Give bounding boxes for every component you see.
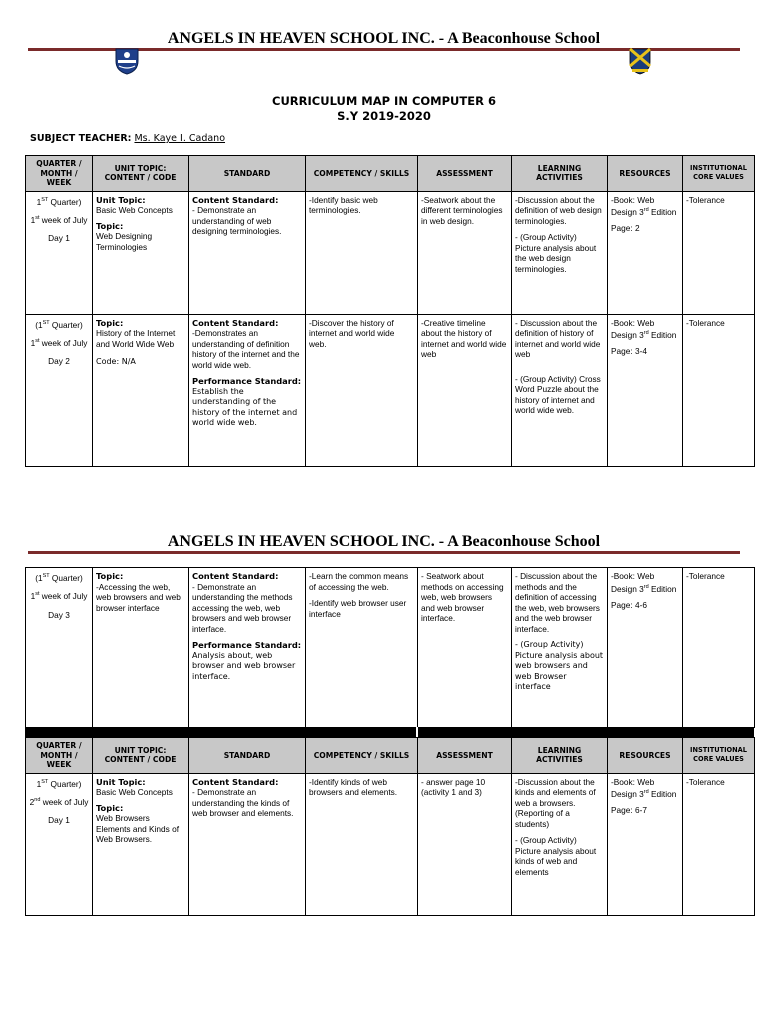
table-header-row [26, 738, 755, 774]
curriculum-table-1 [25, 155, 755, 467]
content-standard-value: - Demonstrate an understanding the methods accessing the web, web browsers and web browser interface. [192, 581, 293, 634]
document-title-line2: S.Y 2019-2020 [337, 109, 431, 123]
topic-value: History of the Internet and World Wide Web [96, 328, 176, 349]
header-activities: LEARNING ACTIVITIES [512, 156, 608, 192]
school-title: ANGELS IN HEAVEN SCHOOL INC. - A Beaconhouse School [167, 533, 601, 550]
header-resources: RESOURCES [608, 156, 683, 192]
competency-cell [306, 314, 418, 466]
values-cell [683, 191, 755, 314]
resources-cell [608, 568, 683, 728]
subject-teacher [30, 133, 225, 144]
beaconhouse-crest-icon [625, 46, 655, 76]
content-standard-value: - Demonstrate an understanding the kinds of web browser and elements. [192, 787, 294, 818]
topic-label: Topic: [96, 571, 124, 581]
table-row [26, 773, 755, 915]
table-divider-bar [25, 727, 754, 737]
assessment-cell [418, 314, 512, 466]
competency-cell [306, 191, 418, 314]
content-standard-label: Content Standard: [192, 317, 279, 328]
assessment-text: - answer page 10 (activity 1 and 3) [421, 776, 486, 797]
table-header-row [26, 156, 755, 192]
resource-book: -Book: Web Design 3rd Edition [611, 571, 677, 594]
header-assessment: ASSESSMENT [418, 156, 512, 192]
assessment-text: -Creative timeline about the history of internet and world wide web [421, 317, 507, 359]
assessment-cell [418, 568, 512, 728]
performance-standard-value: Analysis about, web browser and web browser interface. [192, 650, 296, 681]
activity-text: - (Group Activity) Picture analysis about the web design terminologies. [515, 232, 597, 274]
quarter-text: (1ST Quarter) [35, 572, 83, 583]
day-text: Day 2 [48, 356, 70, 367]
header-competency: COMPETENCY / SKILLS [306, 156, 418, 192]
activity-text: -Discussion about the definition of web design terminologies. [515, 194, 602, 226]
competency-text: -Identify basic web terminologies. [309, 194, 378, 215]
core-value: -Tolerance [686, 194, 725, 205]
assessment-cell [418, 773, 512, 915]
quarter-cell [26, 191, 93, 314]
activity-text: - (Group Activity) Cross Word Puzzle about the history of internet and world wide web. [515, 373, 601, 415]
activities-cell [512, 314, 608, 466]
activity-text: - (Group Activity) Picture analysis about kinds of web and elements [515, 835, 597, 877]
activities-cell [512, 773, 608, 915]
topic-label: Topic: [96, 802, 124, 813]
resource-page: Page: 2 [611, 223, 640, 234]
school-shield-icon [112, 46, 142, 76]
quarter-text: (1ST Quarter) [35, 319, 83, 330]
competency-text: -Learn the common means of accessing the web. [309, 571, 409, 592]
header-competency: COMPETENCY / SKILLS [306, 738, 418, 774]
header-activities: LEARNING ACTIVITIES [512, 738, 608, 774]
school-title: ANGELS IN HEAVEN SCHOOL INC. - A Beaconhouse School [167, 30, 601, 47]
quarter-cell [26, 314, 93, 466]
header-values: INSTITUTIONAL CORE VALUES [683, 738, 755, 774]
assessment-text: -Seatwork about the different terminologies in web design. [421, 194, 503, 226]
week-text: 1st week of July [30, 591, 88, 602]
assessment-cell [418, 191, 512, 314]
week-text: 2nd week of July [29, 796, 89, 807]
document-title-line1: CURRICULUM MAP IN COMPUTER 6 [272, 94, 496, 108]
topic-value: Web Browsers Elements and Kinds of Web Browsers. [96, 813, 180, 844]
day-text: Day 1 [48, 815, 70, 826]
resource-page: Page: 3-4 [611, 346, 647, 357]
content-standard-label: Content Standard: [192, 776, 279, 787]
topic-value: Web Designing Terminologies [96, 231, 153, 252]
content-standard-value: - Demonstrate an understanding of web designing terminologies. [192, 205, 282, 236]
unit-label: Unit Topic: [96, 776, 146, 787]
week-text: 1st week of July [30, 337, 88, 348]
unit-label: Unit Topic: [96, 194, 146, 205]
topic-label: Topic: [96, 220, 124, 231]
day-text: Day 1 [48, 233, 70, 244]
resources-cell [608, 773, 683, 915]
unit-value: Basic Web Concepts [96, 205, 173, 215]
curriculum-table-3 [25, 737, 755, 916]
header-unit: UNIT TOPIC: CONTENT / CODE [93, 156, 189, 192]
competency-cell [306, 568, 418, 728]
teacher-name: Ms. Kaye I. Cadano [134, 133, 226, 144]
values-cell [683, 568, 755, 728]
competency-text: -Identify kinds of web browsers and elements. [309, 776, 398, 797]
core-value: -Tolerance [686, 571, 725, 581]
standard-cell [189, 568, 306, 728]
unit-value: Basic Web Concepts [96, 787, 173, 797]
header-standard: STANDARD [189, 738, 306, 774]
values-cell [683, 773, 755, 915]
activity-text: - (Group Activity) Picture analysis about web browsers and web Browser interface [515, 640, 604, 691]
header-quarter: QUARTER / MONTH / WEEK [26, 156, 93, 192]
competency-cell [306, 773, 418, 915]
unit-cell [93, 191, 189, 314]
activity-text: - Discussion about the methods and the definition of accessing the web, web browsers and the web browser interface. [515, 571, 600, 634]
values-cell [683, 314, 755, 466]
unit-cell [93, 773, 189, 915]
resource-page: Page: 4-6 [611, 599, 647, 610]
core-value: -Tolerance [686, 776, 725, 787]
week-text: 1st week of July [30, 214, 88, 225]
table-row [26, 568, 755, 728]
resource-page: Page: 6-7 [611, 805, 647, 816]
code-text: Code: N/A [96, 357, 136, 366]
quarter-cell [26, 773, 93, 915]
unit-cell [93, 314, 189, 466]
header-assessment: ASSESSMENT [418, 738, 512, 774]
quarter-text: 1ST Quarter) [36, 778, 82, 789]
content-standard-label: Content Standard: [192, 571, 279, 581]
unit-cell [93, 568, 189, 728]
header-standard: STANDARD [189, 156, 306, 192]
standard-cell [189, 773, 306, 915]
activities-cell [512, 568, 608, 728]
core-value: -Tolerance [686, 317, 725, 328]
resource-book: -Book: Web Design 3rd Edition [611, 194, 677, 217]
performance-standard-label: Performance Standard: [192, 376, 302, 386]
header-quarter: QUARTER / MONTH / WEEK [26, 738, 93, 774]
resources-cell [608, 314, 683, 466]
table-row [26, 191, 755, 314]
resource-book: -Book: Web Design 3rd Edition [611, 317, 677, 340]
activity-text: - Discussion about the definition of history of internet and world wide web [515, 317, 601, 359]
header-resources: RESOURCES [608, 738, 683, 774]
activity-text: -Discussion about the kinds and elements of web a browsers. (Reporting of a students) [515, 776, 596, 829]
competency-text: -Discover the history of internet and world wide web. [309, 317, 395, 349]
document-title [0, 94, 768, 124]
resources-cell [608, 191, 683, 314]
topic-label: Topic: [96, 317, 124, 328]
performance-standard-label: Performance Standard: [192, 640, 302, 650]
content-standard-value: -Demonstrates an understanding of definition history of the internet and the world wide web. [192, 328, 300, 370]
content-standard-label: Content Standard: [192, 194, 279, 205]
header-rule [28, 551, 740, 554]
teacher-label: SUBJECT TEACHER: [30, 133, 132, 144]
standard-cell [189, 191, 306, 314]
topic-value: -Accessing the web, web browsers and web browser interface [96, 581, 181, 613]
header-unit: UNIT TOPIC: CONTENT / CODE [93, 738, 189, 774]
competency-text: -Identify web browser user interface [309, 598, 407, 619]
resource-book: -Book: Web Design 3rd Edition [611, 776, 677, 799]
day-text: Day 3 [48, 609, 70, 620]
performance-standard-value: Establish the understanding of the history of the internet and world wide web. [192, 386, 298, 427]
header-values: INSTITUTIONAL CORE VALUES [683, 156, 755, 192]
curriculum-table-2 [25, 567, 755, 728]
quarter-text: 1ST Quarter) [36, 196, 82, 207]
assessment-text: - Seatwork about methods on accessing web, web browsers and web browser interface. [421, 571, 504, 623]
activities-cell [512, 191, 608, 314]
table-row [26, 314, 755, 466]
quarter-cell [26, 568, 93, 728]
standard-cell [189, 314, 306, 466]
